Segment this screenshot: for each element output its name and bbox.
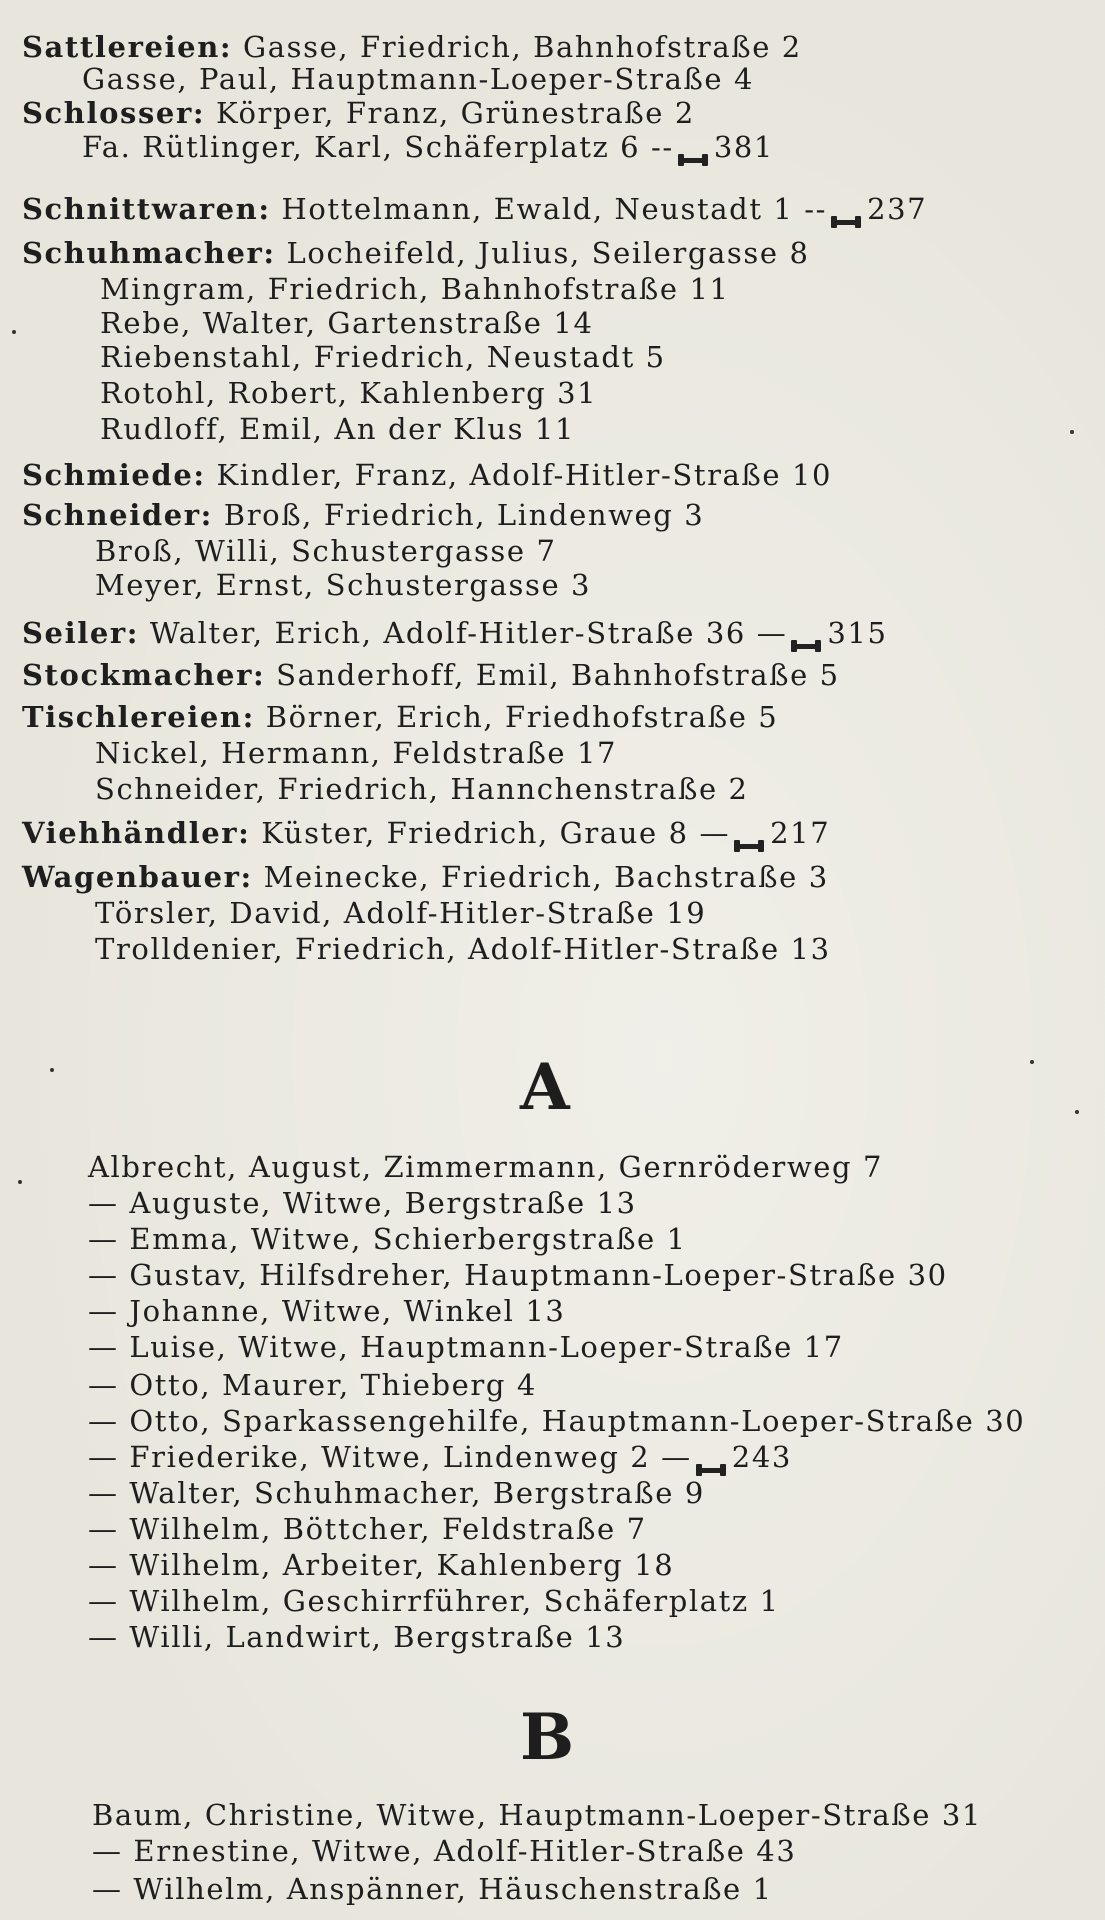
list-item: Nickel, Hermann, Feldstraße 17 bbox=[95, 736, 618, 770]
list-item: Schneider, Friedrich, Hannchenstraße 2 bbox=[95, 772, 749, 806]
scan-speck bbox=[1070, 430, 1074, 434]
list-item: Meyer, Ernst, Schustergasse 3 bbox=[95, 568, 592, 602]
list-item: Wagenbauer: Meinecke, Friedrich, Bachstraße 3 bbox=[22, 860, 829, 894]
telephone-icon bbox=[831, 202, 861, 216]
list-item: Törsler, David, Adolf-Hitler-Straße 19 bbox=[95, 896, 707, 930]
list-item: Schlosser: Körper, Franz, Grünestraße 2 bbox=[22, 96, 695, 130]
scan-speck bbox=[1075, 1110, 1079, 1114]
list-item: Trolldenier, Friedrich, Adolf-Hitler-Straße 13 bbox=[95, 932, 831, 966]
list-item: — Walter, Schuhmacher, Bergstraße 9 bbox=[88, 1476, 705, 1510]
list-item: — Ernestine, Witwe, Adolf-Hitler-Straße 43 bbox=[92, 1834, 797, 1868]
telephone-icon bbox=[696, 1450, 726, 1464]
list-item: — Luise, Witwe, Hauptmann-Loeper-Straße 17 bbox=[88, 1330, 844, 1364]
list-item: Broß, Willi, Schustergasse 7 bbox=[95, 534, 557, 568]
scan-speck bbox=[18, 1180, 22, 1184]
list-item: — Emma, Witwe, Schierbergstraße 1 bbox=[88, 1222, 687, 1256]
list-item: — Wilhelm, Böttcher, Feldstraße 7 bbox=[88, 1512, 647, 1546]
list-item: Fa. Rütlinger, Karl, Schäferplatz 6 -- 381 bbox=[82, 130, 774, 164]
section-letter-a: A bbox=[520, 1050, 570, 1125]
telephone-icon bbox=[791, 626, 821, 640]
list-item: Viehhändler: Küster, Friedrich, Graue 8 — 217 bbox=[22, 816, 831, 850]
list-item: Tischlereien: Börner, Erich, Friedhofstraße 5 bbox=[22, 700, 779, 734]
telephone-icon bbox=[734, 826, 764, 840]
list-item: — Wilhelm, Geschirrführer, Schäferplatz 1 bbox=[88, 1584, 780, 1618]
list-item: Riebenstahl, Friedrich, Neustadt 5 bbox=[100, 340, 666, 374]
list-item: Albrecht, August, Zimmermann, Gernröderweg 7 bbox=[88, 1150, 884, 1184]
list-item: Seiler: Walter, Erich, Adolf-Hitler-Straße 36 — 315 bbox=[22, 616, 888, 650]
list-item: Mingram, Friedrich, Bahnhofstraße 11 bbox=[100, 272, 730, 306]
list-item: — Gustav, Hilfsdreher, Hauptmann-Loeper-Straße 30 bbox=[88, 1258, 948, 1292]
list-item: — Friederike, Witwe, Lindenweg 2 — 243 bbox=[88, 1440, 792, 1474]
list-item: Schmiede: Kindler, Franz, Adolf-Hitler-Straße 10 bbox=[22, 458, 833, 492]
list-item: Stockmacher: Sanderhoff, Emil, Bahnhofstraße 5 bbox=[22, 658, 840, 692]
section-letter-b: B bbox=[520, 1700, 575, 1775]
list-item: Baum, Christine, Witwe, Hauptmann-Loeper-Straße 31 bbox=[92, 1798, 982, 1832]
list-item: Gasse, Paul, Hauptmann-Loeper-Straße 4 bbox=[82, 62, 755, 96]
list-item: — Otto, Sparkassengehilfe, Hauptmann-Loeper-Straße 30 bbox=[88, 1404, 1026, 1438]
telephone-icon bbox=[678, 140, 708, 154]
scan-speck bbox=[1030, 1060, 1034, 1064]
list-item: — Auguste, Witwe, Bergstraße 13 bbox=[88, 1186, 637, 1220]
list-item: — Otto, Maurer, Thieberg 4 bbox=[88, 1368, 537, 1402]
scan-speck bbox=[50, 1068, 54, 1072]
list-item: — Johanne, Witwe, Winkel 13 bbox=[88, 1294, 566, 1328]
list-item: Rotohl, Robert, Kahlenberg 31 bbox=[100, 376, 598, 410]
list-item: — Willi, Landwirt, Bergstraße 13 bbox=[88, 1620, 626, 1654]
list-item: Rebe, Walter, Gartenstraße 14 bbox=[100, 306, 594, 340]
list-item: Rudloff, Emil, An der Klus 11 bbox=[100, 412, 575, 446]
list-item: Schnittwaren: Hottelmann, Ewald, Neustadt 1 -- 237 bbox=[22, 192, 928, 226]
list-item: Schuhmacher: Locheifeld, Julius, Seilergasse 8 bbox=[22, 236, 810, 270]
list-item: — Wilhelm, Arbeiter, Kahlenberg 18 bbox=[88, 1548, 675, 1582]
list-item: Sattlereien: Gasse, Friedrich, Bahnhofstraße 2 bbox=[22, 30, 802, 64]
list-item: — Wilhelm, Anspänner, Häuschenstraße 1 bbox=[92, 1872, 773, 1906]
list-item: Schneider: Broß, Friedrich, Lindenweg 3 bbox=[22, 498, 705, 532]
scan-speck bbox=[12, 330, 16, 334]
